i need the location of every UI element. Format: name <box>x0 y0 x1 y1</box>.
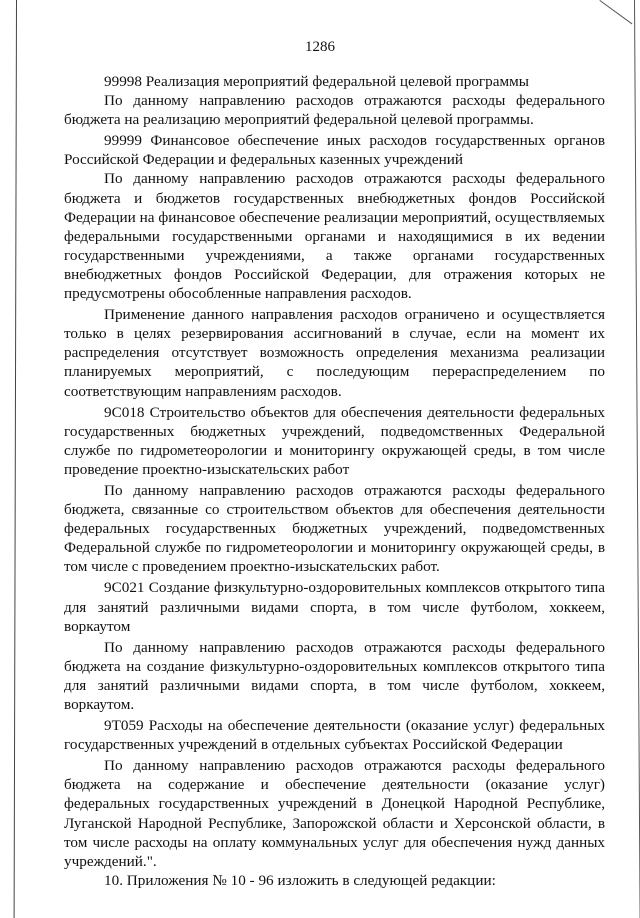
page-number: 1286 <box>305 39 335 55</box>
paragraph-9t059-description: По данному направлению расходов отражаются расходы федерального бюджета на содержание и обеспечение деятельности (оказание услуг) федеральных государственных учреждений в Донецкой Народной Республике, Луганской Народной Республике, Запорожской области и Херсонской области, в том числе расходы на оплату коммунальных услуг для обеспечения нужд данных учреждений.". <box>64 757 605 870</box>
paragraph-99999-restriction: Применение данного направления расходов ограничено и осуществляется только в целях резервирования ассигнований в случае, если на момент их распределения отсутствует возможность определения механизма реализации планируемых мероприятий, с последующим перераспределением по соответствующим направлениям расходов. <box>64 306 605 400</box>
paragraph-code-99999: 99999 Финансовое обеспечение иных расходов государственных органов Российской Федерации и федеральных казенных учреждений <box>64 132 605 169</box>
paragraph-code-9c021: 9С021 Создание физкультурно-оздоровительных комплексов открытого типа для занятий различными видами спорта, в том числе футболом, хоккеем, воркаутом <box>64 579 605 635</box>
document-body <box>64 72 605 890</box>
paragraph-code-99998: 99998 Реализация мероприятий федеральной целевой программы <box>104 73 529 90</box>
scan-edge-corner <box>599 0 632 24</box>
scan-edge-left <box>14 0 17 918</box>
paragraph-99999-description: По данному направлению расходов отражаются расходы федерального бюджета и бюджетов государственных внебюджетных фондов Российской Федерации на финансовое обеспечение реализации мероприятий, осуществляемых федеральными государственными органами и находящимися в их ведении государственными учреждениями, а также органами государственных внебюджетных фондов Российской Федерации, для отражения которых не предусмотрены обособленные направления расходов. <box>64 170 605 303</box>
paragraph-9c021-description: По данному направлению расходов отражаются расходы федерального бюджета на создание физкультурно-оздоровительных комплексов открытого типа для занятий различными видами спорта, в том числе футболом, хоккеем, воркаутом. <box>64 638 605 713</box>
scan-edge-right <box>634 0 640 918</box>
paragraph-item-10: 10. Приложения № 10 - 96 изложить в следующей редакции: <box>104 871 496 889</box>
paragraph-code-9c018: 9С018 Строительство объектов для обеспечения деятельности федеральных государственных бюджетных учреждений, подведомственных Федеральной службе по гидрометеорологии и мониторингу окружающей среды, в том числе проведение проектно-изыскательских работ <box>64 403 605 478</box>
paragraph-99998-description: По данному направлению расходов отражаются расходы федерального бюджета на реализацию мероприятий федеральной целевой программы. <box>64 92 605 129</box>
paragraph-9c018-description: По данному направлению расходов отражаются расходы федерального бюджета, связанные со строительством объектов для обеспечения деятельности федеральных государственных бюджетных учреждений, подведомственных Федеральной службе по гидрометеорологии и мониторингу окружающей среды, в том числе с проведением проектно-изыскательских работ. <box>64 481 605 576</box>
paragraph-code-9t059: 9Т059 Расходы на обеспечение деятельности (оказание услуг) федеральных государственных учреждений в отдельных субъектах Российской Федерации <box>64 717 605 754</box>
